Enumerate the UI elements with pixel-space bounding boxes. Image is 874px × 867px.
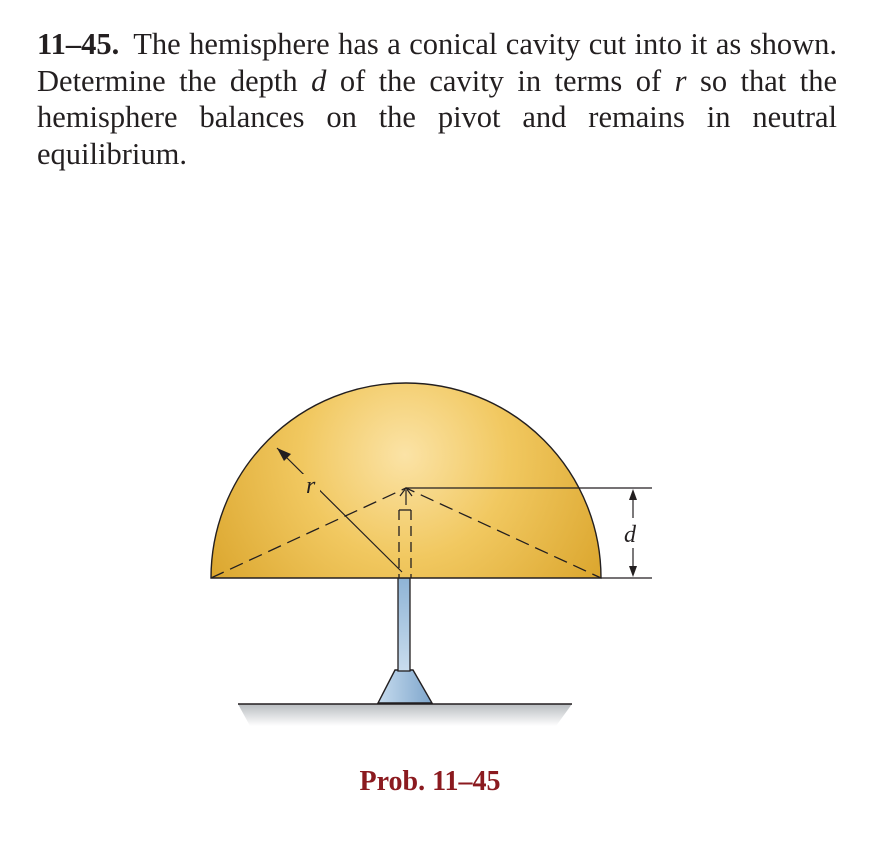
problem-text-part-2: of the cavity in terms of [326,63,675,98]
hemisphere [211,383,601,578]
floor-shadow [238,704,572,726]
problem-text-part-1: The hemisphere has a conical cavity cut into it as shown. Determine the depth [37,27,837,98]
figure-caption: Prob. 11–45 [359,766,501,797]
problem-text-part-3: so that the hemisphere balances on the pivot and remains in neutral equilibrium. [37,63,837,171]
problem-number: 11–45. [37,27,120,61]
variable-r: r [674,63,687,98]
label-r: r [306,473,316,499]
variable-d: d [311,63,327,98]
pivot-rod [398,578,410,671]
pivot-base [378,670,432,703]
label-d: d [624,522,636,548]
depth-arrow-bottom [629,566,637,577]
depth-arrow-top [629,489,637,500]
